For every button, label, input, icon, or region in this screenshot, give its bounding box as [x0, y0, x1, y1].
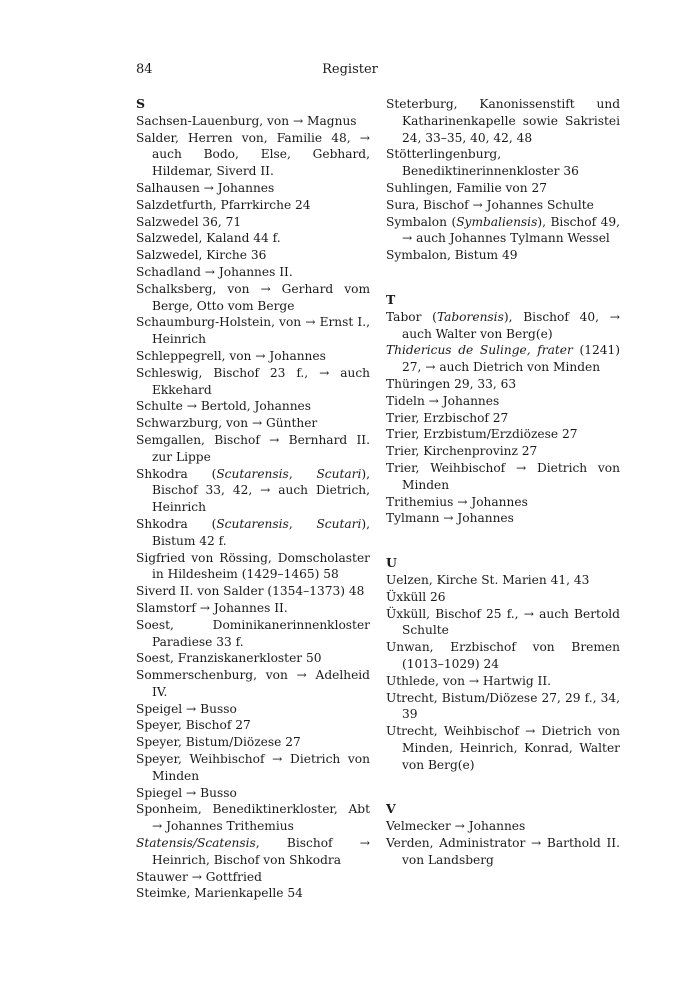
index-entry: Shkodra (Scutarensis, Scutari), Bischof 33, 42, → auch Dietrich, Heinrich [136, 466, 370, 515]
index-entry: Salder, Herren von, Familie 48, → auch Bodo, Else, Gebhard, Hildemar, Siverd II. [136, 130, 370, 179]
index-entry-list-s [136, 113, 370, 902]
index-entry: Utrecht, Bistum/Diözese 27, 29 f., 34, 39 [386, 690, 620, 722]
index-entry-list-t [386, 309, 620, 527]
index-entry: Trier, Erzbistum/Erzdiözese 27 [386, 427, 578, 442]
index-entry: Speyer, Weihbischof → Dietrich von Minden [136, 752, 370, 783]
index-entry: Siverd II. von Salder (1354–1373) 48 [136, 584, 365, 599]
index-entry: Statensis/Scatensis, Bischof → Heinrich, Bischof von Shkodra [136, 836, 370, 867]
index-entry: Soest, Dominikanerinnenkloster Paradiese 33 f. [136, 617, 370, 649]
page-number: 84 [136, 62, 153, 77]
index-entry: Üxküll, Bischof 25 f., → auch Bertold Schulte [386, 606, 620, 638]
index-letter-u: U [386, 555, 397, 571]
index-entry: Salzwedel, Kaland 44 f. [136, 231, 281, 246]
index-entry: Trier, Erzbischof 27 [386, 410, 509, 425]
index-entry: Schadland → Johannes II. [136, 264, 293, 279]
index-entry: Salzwedel, Kirche 36 [136, 248, 267, 263]
index-letter-s: S [136, 96, 146, 111]
index-entry: Thüringen 29, 33, 63 [386, 376, 517, 391]
index-entry: Trier, Weihbischof → Dietrich von Minden [386, 460, 620, 492]
index-entry: Shkodra (Scutarensis, Scutari), Bistum 42 f. [136, 516, 370, 548]
index-entry: Speyer, Bistum/Diözese 27 [136, 735, 301, 750]
index-entry: Tabor (Taborensis), Bischof 40, → auch Walter von Berg(e) [386, 309, 620, 341]
index-entry: Sura, Bischof → Johannes Schulte [386, 197, 594, 212]
index-entry: Unwan, Erzbischof von Bremen (1013–1029) 24 [386, 640, 620, 671]
index-entry: Üxküll 26 [386, 589, 446, 604]
index-entry: Trier, Kirchenprovinz 27 [386, 444, 538, 459]
index-entry: Schaumburg-Holstein, von → Ernst I., Heinrich [136, 315, 370, 347]
index-entry: Sponheim, Benediktinerkloster, Abt → Johannes Trithemius [136, 802, 370, 834]
index-entry: Slamstorf → Johannes II. [136, 600, 288, 615]
index-entry: Tideln → Johannes [386, 393, 500, 408]
index-entry: Stötterlingenburg, Benediktinerinnenkloster 36 [386, 147, 579, 179]
index-letter-v: V [386, 801, 396, 817]
index-entry: Schleswig, Bischof 23 f., → auch Ekkehard [136, 365, 370, 397]
index-entry: Suhlingen, Familie von 27 [386, 180, 547, 195]
index-entry: Schalksberg, von → Gerhard vom Berge, Otto vom Berge [136, 281, 370, 313]
index-entry: Utrecht, Weihbischof → Dietrich von Minden, Heinrich, Konrad, Walter von Berg(e) [386, 724, 620, 772]
index-entry: Tylmann → Johannes [386, 511, 514, 526]
index-entry: Salhausen → Johannes [136, 180, 275, 195]
index-entry-list-v [386, 818, 620, 868]
index-entry: Trithemius → Johannes [386, 494, 528, 509]
index-entry: Sachsen-Lauenburg, von → Magnus [136, 113, 357, 128]
index-entry: Uelzen, Kirche St. Marien 41, 43 [386, 572, 590, 587]
index-letter-t: T [386, 291, 396, 307]
index-entry-list-s-continued [386, 96, 620, 264]
index-entry: Sigfried von Rössing, Domscholaster in Hildesheim (1429–1465) 58 [136, 550, 370, 582]
index-entry: Salzwedel 36, 71 [136, 214, 242, 229]
index-entry: Thidericus de Sulinge, frater (1241) 27, → auch Dietrich von Minden [386, 343, 620, 375]
index-entry: Semgallen, Bischof → Bernhard II. zur Lippe [136, 432, 370, 464]
index-entry: Soest, Franziskanerkloster 50 [136, 651, 322, 666]
index-entry: Schleppegrell, von → Johannes [136, 348, 326, 363]
index-entry: Verden, Administrator → Barthold II. von Landsberg [386, 836, 620, 867]
index-entry: Salzdetfurth, Pfarrkirche 24 [136, 197, 311, 212]
index-entry-list-u [386, 572, 620, 774]
index-entry: Schwarzburg, von → Günther [136, 416, 318, 431]
index-column-left [136, 96, 370, 902]
index-column-right [386, 96, 620, 869]
index-entry: Uthlede, von → Hartwig II. [386, 673, 552, 688]
index-entry: Schulte → Bertold, Johannes [136, 399, 312, 414]
running-title: Register [322, 62, 378, 77]
index-entry: Steterburg, Kanonissenstift und Katharinenkapelle sowie Sakristei 24, 33–35, 40, 42, 48 [386, 97, 620, 145]
index-entry: Sommerschenburg, von → Adelheid IV. [136, 668, 370, 699]
index-entry: Stauwer → Gottfried [136, 869, 262, 884]
index-entry: Symbalon (Symbaliensis), Bischof 49, → auch Johannes Tylmann Wessel [386, 214, 620, 246]
index-entry: Velmecker → Johannes [386, 819, 526, 834]
index-entry: Steimke, Marienkapelle 54 [136, 886, 303, 901]
index-entry: Speigel → Busso [136, 701, 237, 716]
index-entry: Symbalon, Bistum 49 [386, 248, 518, 263]
index-entry: Spiegel → Busso [136, 785, 237, 800]
index-entry: Speyer, Bischof 27 [136, 718, 251, 733]
